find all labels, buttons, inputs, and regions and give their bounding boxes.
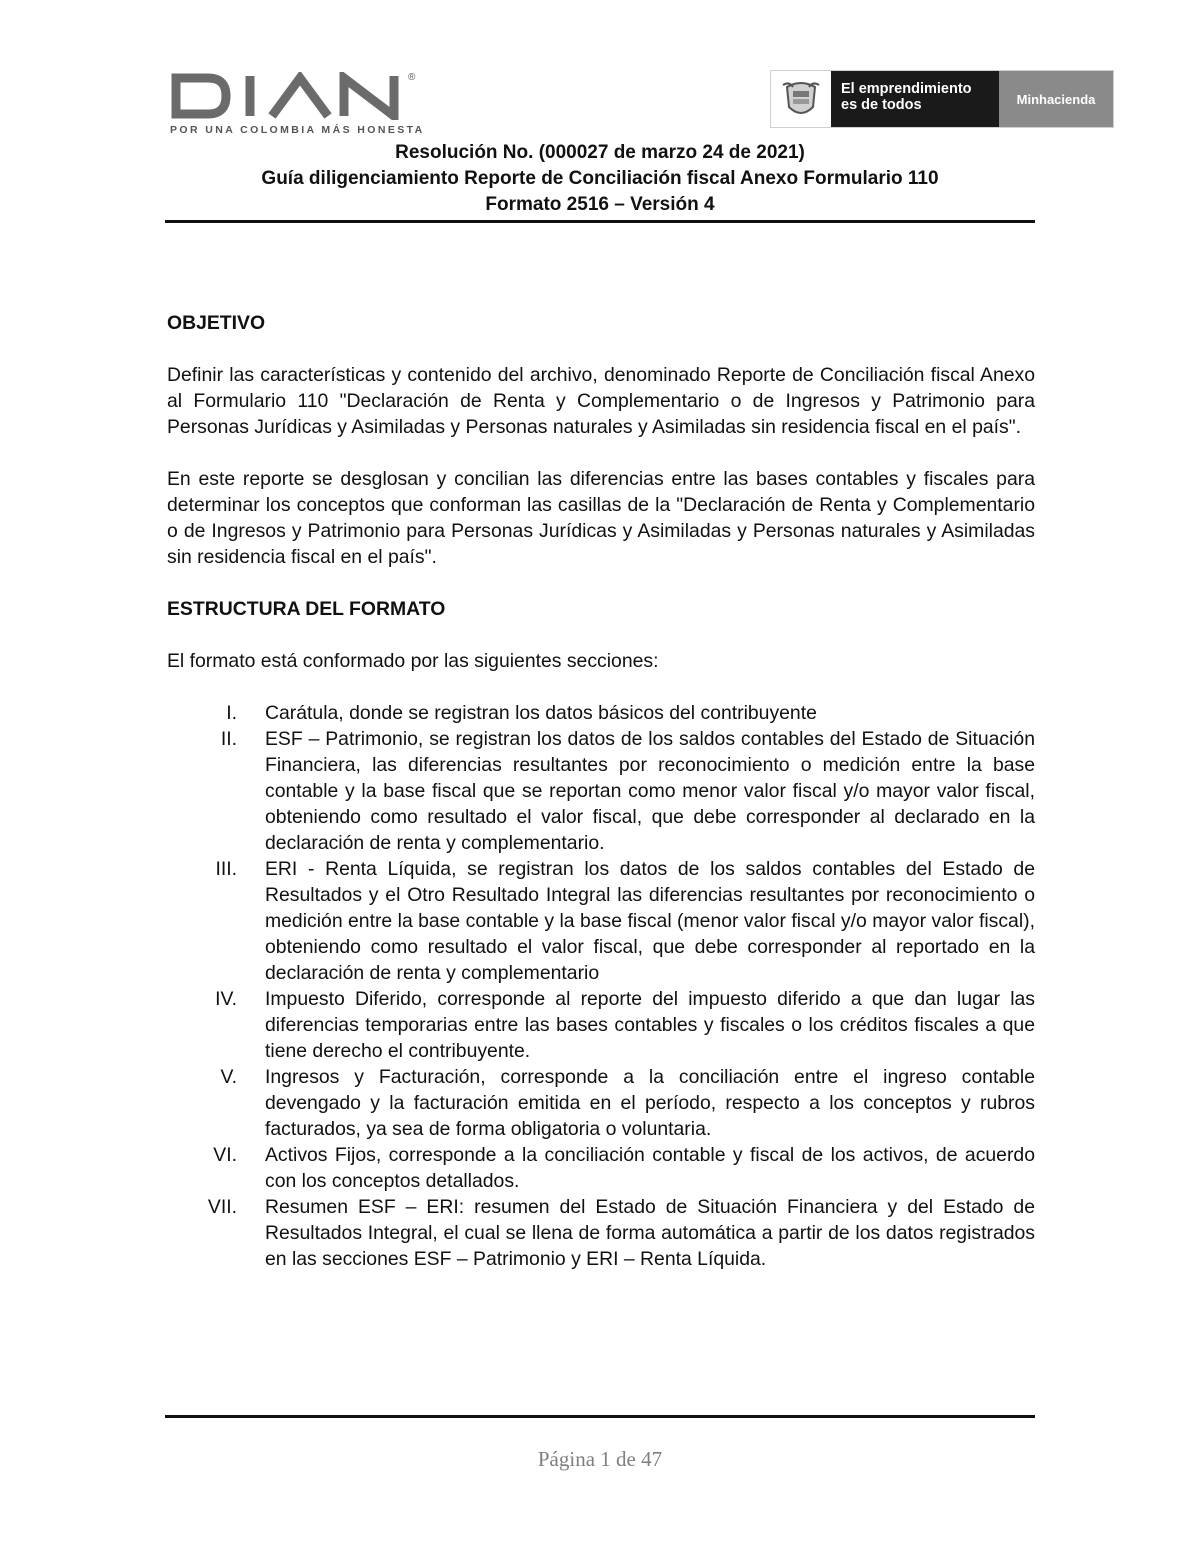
registered-mark-icon: ® [408, 72, 416, 83]
document-body [167, 310, 1035, 1272]
estructura-heading: ESTRUCTURA DEL FORMATO [167, 598, 446, 620]
sections-list [167, 700, 1035, 1272]
list-item-text: Resumen ESF – ERI: resumen del Estado de Situación Financiera y del Estado de Resultados Integral, el cual se llena de forma automática a partir de los datos registrados en las secciones ESF – Patrimonio y ERI – Renta Líquida. [265, 1196, 1035, 1270]
footer-divider [165, 1415, 1035, 1418]
objetivo-paragraph-1: Definir las características y contenido del archivo, denominado Reporte de Conciliación fiscal Anexo al Formulario 110 "Declaración de Renta y Complementario o de Ingresos y Patrimonio para Personas Jurídicas y Asimiladas y Personas naturales y Asimiladas sin residencia fiscal en el país". [167, 364, 1035, 438]
list-item [167, 726, 1035, 856]
estructura-intro: El formato está conformado por las siguientes secciones: [167, 650, 659, 672]
dian-wordmark-logo [168, 72, 408, 120]
objetivo-heading: OBJETIVO [167, 312, 266, 334]
logo-tagline: POR UNA COLOMBIA MÁS HONESTA [170, 124, 425, 136]
list-item [167, 1194, 1035, 1272]
header-divider [165, 220, 1035, 223]
dian-logo [168, 72, 425, 142]
ministry-label: Minhacienda [999, 71, 1113, 127]
format-version-title: Formato 2516 – Versión 4 [485, 194, 715, 215]
list-item-text: Activos Fijos, corresponde a la conciliación contable y fiscal de los activos, de acuerdo con los conceptos detallados. [265, 1144, 1035, 1192]
list-item-text: Impuesto Diferido, corresponde al reporte del impuesto diferido a que dan lugar las diferencias temporarias entre las bases contables y fiscales o los créditos fiscales a que tiene derecho el contribuyente. [265, 988, 1035, 1062]
slogan-line-2: es de todos [841, 97, 922, 113]
list-item [167, 986, 1035, 1064]
list-numeral: I. [226, 702, 237, 724]
list-item [167, 1064, 1035, 1142]
list-item [167, 700, 1035, 726]
page-number: Página 1 de 47 [537, 1447, 663, 1471]
list-numeral: VI. [213, 1144, 237, 1166]
objetivo-paragraph-2: En este reporte se desglosan y concilian las diferencias entre las bases contables y fiscales para determinar los conceptos que conforman las casillas de la "Declaración de Renta y Complementario o de Ingresos y Patrimonio para Personas Jurídicas y Asimiladas y Personas naturales y Asimiladas sin residencia fiscal en el país". [167, 468, 1035, 568]
list-numeral: IV. [215, 988, 237, 1010]
list-item-text: Carátula, donde se registran los datos básicos del contribuyente [265, 702, 817, 724]
list-item-text: ESF – Patrimonio, se registran los datos de los saldos contables del Estado de Situación Financiera, las diferencias resultantes por reconocimiento o medición entre la base contable y la base fiscal que se reportan como menor valor fiscal y/o mayor valor fiscal, obteniendo como resultado el valor fiscal, que debe corresponder al declarado en la declaración de renta y complementario. [265, 728, 1035, 854]
resolution-title: Resolución No. (000027 de marzo 24 de 2021) [395, 142, 805, 163]
list-numeral: III. [215, 858, 237, 880]
list-item [167, 1142, 1035, 1194]
list-numeral: VII. [207, 1196, 237, 1218]
list-item-text: Ingresos y Facturación, corresponde a la conciliación entre el ingreso contable devengado y la facturación emitida en el período, respecto a los conceptos y rubros facturados, ya sea de forma obligatoria o voluntaria. [265, 1066, 1035, 1140]
list-numeral: II. [220, 728, 237, 750]
document-title [165, 140, 1035, 218]
guide-title: Guía diligenciamiento Reporte de Conciliación fiscal Anexo Formulario 110 [261, 168, 939, 189]
list-item-text: ERI - Renta Líquida, se registran los datos de los saldos contables del Estado de Resultados y el Otro Resultado Integral las diferencias resultantes por reconocimiento o medición entre la base contable y la base fiscal (menor valor fiscal y/o mayor valor fiscal), obteniendo como resultado el valor fiscal, que debe corresponder al reportado en la declaración de renta y complementario [265, 858, 1035, 984]
list-item [167, 856, 1035, 986]
slogan-line-1: El emprendimiento [841, 81, 972, 97]
government-banner [770, 70, 1114, 128]
colombia-coat-of-arms-icon [771, 71, 831, 127]
list-numeral: V. [220, 1066, 237, 1088]
government-slogan [831, 71, 999, 127]
